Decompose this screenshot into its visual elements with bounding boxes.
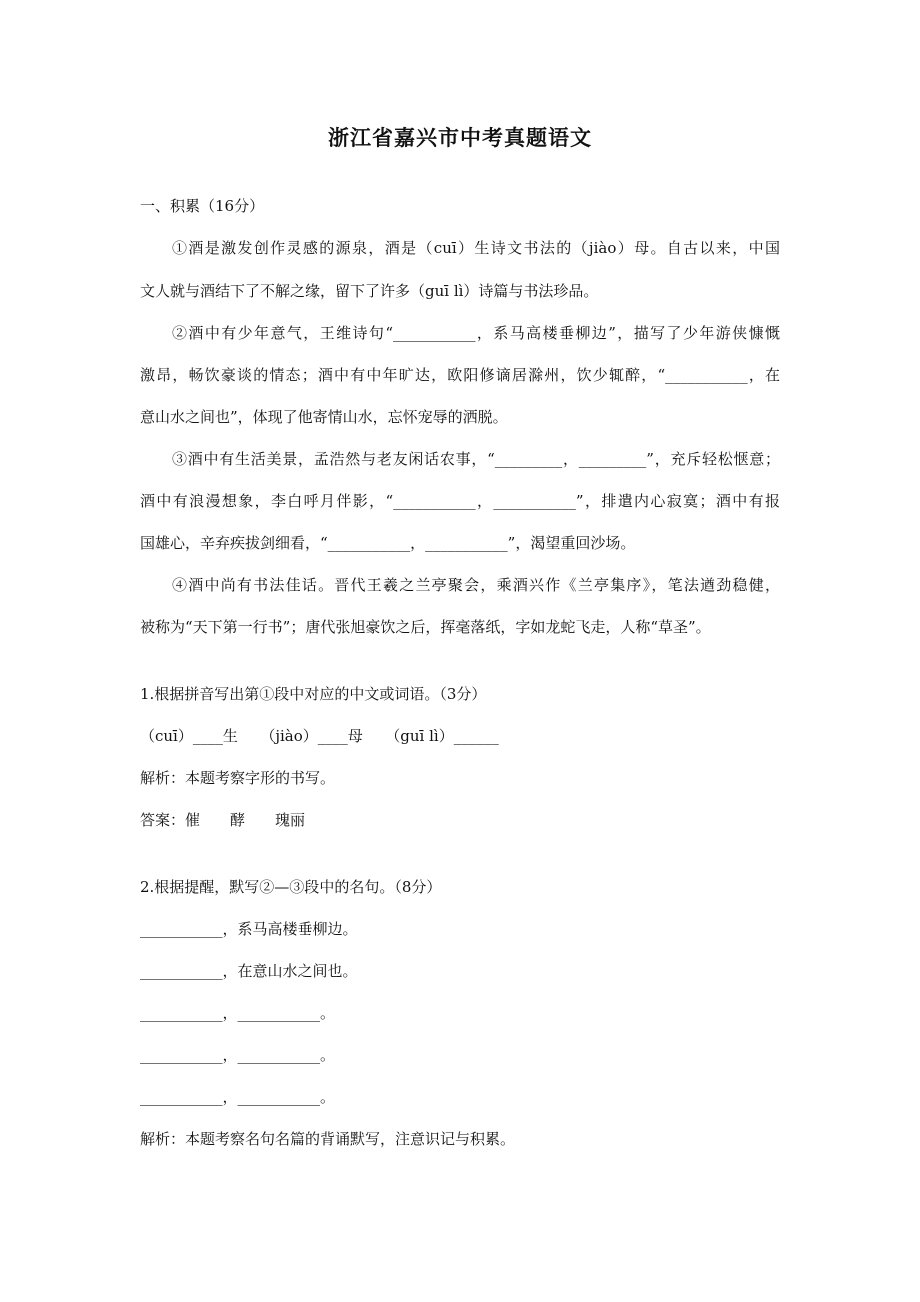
question-2-line-2: ___________，在意山水之间也。 — [140, 962, 358, 980]
paragraph-4-line-2: 被称为“天下第一行书”；唐代张旭豪饮之后，挥毫落纸，字如龙蛇飞走，人称“草圣”。 — [140, 618, 711, 636]
question-1-answer: 答案：催 酵 瑰丽 — [140, 811, 306, 829]
paragraph-3-line-2: 酒中有浪漫想象，李白呼月伴影，“___________，___________”，排遣内心寂寞；酒中有报 — [140, 492, 780, 510]
question-2-line-4: ___________，___________。 — [140, 1046, 336, 1064]
question-2-line-1: ___________，系马高楼垂柳边。 — [140, 920, 358, 938]
paragraph-3-line-1: ③酒中有生活美景，孟浩然与老友闲话农事，“_________，_________”，充斥轻松惬意； — [172, 450, 780, 468]
question-1-analysis: 解析：本题考察字形的书写。 — [140, 769, 336, 787]
paragraph-1-line-1: ①酒是激发创作灵感的源泉，酒是（cuī）生诗文书法的（jiào）母。自古以来，中国 — [172, 239, 780, 257]
question-2-analysis: 解析：本题考察名句名篇的背诵默写，注意识记与积累。 — [140, 1130, 516, 1148]
paragraph-2-line-3: 意山水之间也”，体现了他寄情山水，忘怀宠辱的洒脱。 — [140, 408, 508, 426]
question-2-line-5: ___________，___________。 — [140, 1088, 336, 1106]
paragraph-2-line-1: ②酒中有少年意气，王维诗句“___________，系马高楼垂柳边”，描写了少年游侠慷慨 — [172, 324, 780, 342]
question-1-blanks: （cuī）____生 （jiào）____母 （guī lì）______ — [140, 727, 499, 745]
section-heading: 一、积累（16分） — [140, 197, 265, 215]
paragraph-1-line-2: 文人就与酒结下了不解之缘，留下了许多（guī lì）诗篇与书法珍品。 — [140, 282, 599, 300]
page-title: 浙江省嘉兴市中考真题语文 — [328, 126, 592, 150]
paragraph-4-line-1: ④酒中尚有书法佳话。晋代王羲之兰亭聚会，乘酒兴作《兰亭集序》，笔法遒劲稳健， — [172, 576, 780, 594]
paragraph-2-line-2: 激昂，畅饮豪谈的情态；酒中有中年旷达，欧阳修谪居滁州，饮少辄醉，“___________，在 — [140, 366, 780, 384]
question-1-prompt: 1.根据拼音写出第①段中对应的中文或词语。（3分） — [140, 685, 487, 703]
question-2-prompt: 2.根据提醒，默写②—③段中的名句。（8分） — [140, 878, 442, 896]
paragraph-3-line-3: 国雄心，辛弃疾拔剑细看，“___________，___________”，渴望重回沙场。 — [140, 534, 636, 552]
question-2-line-3: ___________，___________。 — [140, 1004, 336, 1022]
